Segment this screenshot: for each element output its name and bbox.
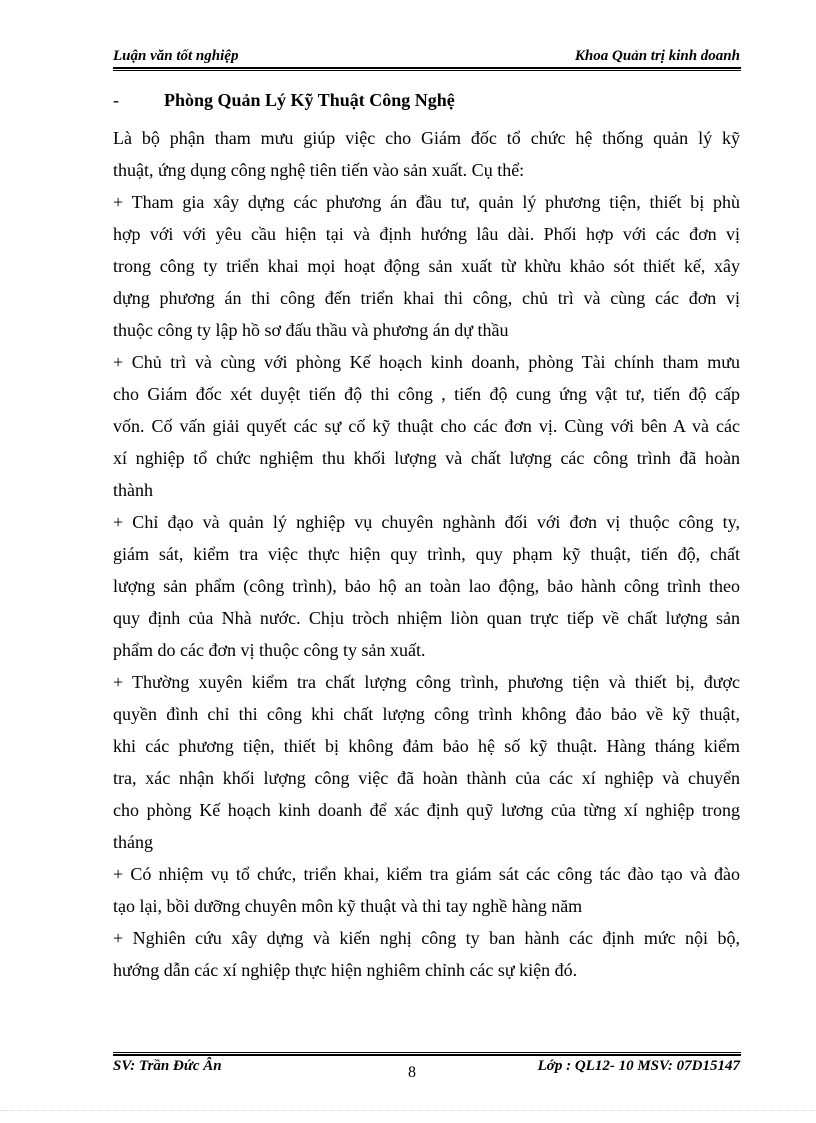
- text-line: trong công ty triển khai mọi hoạt động sản xuất từ khừu khảo sót thiết kế, xây: [113, 256, 740, 276]
- text-line: + Thường xuyên kiểm tra chất lượng công trình, phương tiện và thiết bị, được: [113, 672, 740, 692]
- page-boundary: [0, 1110, 816, 1111]
- text-line: tra, xác nhận khối lượng công việc đã hoàn thành của các xí nghiệp và chuyển: [113, 768, 740, 788]
- paragraph: [113, 346, 740, 506]
- text-line: quyền đình chỉ thi công khi chất lượng công trình không đảo bảo về kỹ thuật,: [113, 704, 740, 724]
- text-line: hợp với với yêu cầu hiện tại và định hướng lâu dài. Phối hợp với các đơn vị: [113, 224, 740, 244]
- heading-bullet: -: [113, 90, 119, 110]
- text-line: xí nghiệp tổ chức nghiệm thu khối lượng và chất lượng các công trình đã hoàn: [113, 448, 740, 468]
- text-line: dựng phương án thi công đến triển khai thi công, chủ trì và cùng các đơn vị: [113, 288, 740, 308]
- paragraph: [113, 858, 740, 922]
- header-thesis-label: Luận văn tốt nghiệp: [113, 48, 239, 64]
- text-line: lượng sản phẩm (công trình), bảo hộ an toàn lao động, bảo hành công trình theo: [113, 576, 740, 596]
- text-line: vốn. Cố vấn giải quyết các sự cố kỹ thuật cho các đơn vị. Cùng với bên A và các: [113, 416, 740, 436]
- text-line: phẩm do các đơn vị thuộc công ty sản xuất.: [113, 640, 426, 660]
- paragraph: [113, 186, 740, 346]
- text-line: Là bộ phận tham mưu giúp việc cho Giám đốc tổ chức hệ thống quản lý kỹ: [113, 128, 740, 148]
- text-line: cho Giám đốc xét duyệt tiến độ thi công , tiến độ cung ứng vật tư, tiến độ cấp: [113, 384, 740, 404]
- text-line: quy định của Nhà nước. Chịu tròch nhiệm liòn quan trực tiếp về chất lượng sản: [113, 608, 740, 628]
- text-line: tạo lại, bồi dưỡng chuyên môn kỹ thuật và thi tay nghề hàng năm: [113, 896, 583, 916]
- text-line: hướng dẫn các xí nghiệp thực hiện nghiêm chỉnh các sự kiện đó.: [113, 960, 578, 980]
- text-line: thuật, ứng dụng công nghệ tiên tiến vào sản xuất. Cụ thể:: [113, 160, 525, 180]
- text-line: thuộc công ty lập hồ sơ đấu thầu và phương án dự thầu: [113, 320, 509, 340]
- paragraph: [113, 122, 740, 186]
- footer-student-name: SV: Trần Đức Ân: [113, 1058, 222, 1074]
- text-line: + Chỉ đạo và quản lý nghiệp vụ chuyên nghành đối với đơn vị thuộc công ty,: [113, 512, 740, 532]
- paragraph: [113, 506, 740, 666]
- text-line: giám sát, kiểm tra việc thực hiện quy trình, quy phạm kỹ thuật, tiến độ, chất: [113, 544, 740, 564]
- paragraph: [113, 922, 740, 986]
- footer-class-id: Lớp : QL12- 10 MSV: 07D15147: [537, 1058, 740, 1074]
- document-body: [113, 122, 740, 986]
- footer-rule: [113, 1052, 741, 1056]
- text-line: tháng: [113, 832, 153, 852]
- text-line: thành: [113, 480, 153, 500]
- text-line: + Chủ trì và cùng với phòng Kế hoạch kinh doanh, phòng Tài chính tham mưu: [113, 352, 740, 372]
- text-line: + Có nhiệm vụ tổ chức, triển khai, kiểm tra giám sát các công tác đào tạo và đào: [113, 864, 740, 884]
- heading-title: Phòng Quản Lý Kỹ Thuật Công Nghệ: [164, 90, 455, 110]
- page-header: [113, 48, 740, 68]
- text-line: + Nghiên cứu xây dựng và kiến nghị công ty ban hành các định mức nội bộ,: [113, 928, 740, 948]
- text-line: khi các phương tiện, thiết bị không đảm bảo hệ số kỹ thuật. Hàng tháng kiểm: [113, 736, 740, 756]
- text-line: cho phòng Kế hoạch kinh doanh để xác định quỹ lương của từng xí nghiệp trong: [113, 800, 740, 820]
- header-rule: [113, 67, 741, 71]
- page-number: 8: [408, 1064, 416, 1081]
- section-heading: [113, 90, 455, 111]
- paragraph: [113, 666, 740, 858]
- header-faculty-label: Khoa Quản trị kinh doanh: [574, 48, 740, 64]
- text-line: + Tham gia xây dựng các phương án đầu tư, quản lý phương tiện, thiết bị phù: [113, 192, 740, 212]
